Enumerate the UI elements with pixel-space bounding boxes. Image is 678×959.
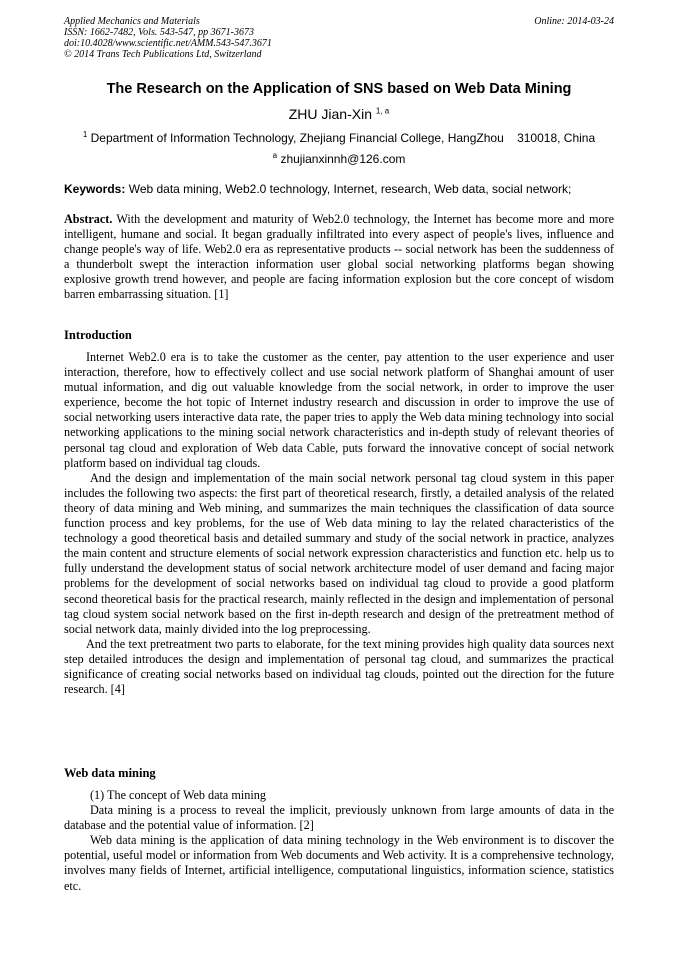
paragraph: Web data mining is the application of data mining technology in the Web environment is to discover the potential, useful model or information from Web documents and Web activity. It is a comprehensive technology, involves many fields of Internet, artificial intelligence, computational linguistics, information science, statistics etc. (64, 833, 614, 893)
affiliation-text: Department of Information Technology, Zhejiang Financial College, HangZhou 310018, China (90, 131, 596, 145)
keywords-text: Web data mining, Web2.0 technology, Internet, research, Web data, social network; (128, 182, 572, 196)
paragraph: And the design and implementation of the main social network personal tag cloud system in this paper includes the following two aspects: the first part of theoretical research, firstly, a detailed analysis of the related theory of data mining and Web mining, and summarizes the main techniques the classification of data source function process and key problems, for the use of Web data mining to lay the related characteristics of the technology a good theoretical basis and detailed summary and study of the social network in practice, analyzes the main content and structure elements of social network expression characteristics and function etc. help us to fully understand the development status of social network architecture model of user demand and facing major problems for the development of social networks based on individual tag cloud to provide a good platform second theoretical basis for the practical research, mainly reflected in the design and implementation of personal tag cloud system social network based on the first in-depth research and design of the pretreatment method of social network data, mainly divided into the log preprocessing. (64, 470, 614, 636)
web-data-mining-body (64, 788, 614, 894)
affiliation-superscript: 1 (82, 130, 88, 139)
section-heading-introduction: Introduction (64, 328, 132, 342)
affiliation (40, 130, 638, 146)
section-heading-web-data-mining: Web data mining (64, 766, 156, 780)
paragraph: And the text pretreatment two parts to elaborate, for the text mining provides high quality data sources next step detailed introduces the design and implementation of personal tag cloud, and summarizes the practical significance of creating social networks based on individual tag clouds, pointed out the direction for the future research. [4] (64, 636, 614, 697)
journal-name: Applied Mechanics and Materials (64, 16, 200, 27)
author-name: ZHU Jian-Xin (288, 106, 372, 122)
keywords-label: Keywords: (64, 182, 126, 196)
paper-title: The Research on the Application of SNS based on Web Data Mining (106, 81, 572, 97)
journal-header (64, 16, 272, 60)
keywords (64, 182, 614, 197)
author-superscript: 1, a (375, 106, 390, 116)
abstract-text: With the development and maturity of Web2.0 technology, the Internet has become more and more intelligent, humane and social. It began gradually infiltrated into every aspect of people's lives, influence and change people's way of life. Web2.0 era as representative products -- social network has been the suddenness of a thunderbolt swept the interaction information user global social networking platforms began showing explosive growth trend however, and people are facing information explosion but the core concept of wisdom barren embarrassing situation. [1] (64, 212, 614, 302)
doi-line: doi:10.4028/www.scientific.net/AMM.543-547.3671 (64, 38, 272, 49)
abstract (64, 212, 614, 303)
introduction-body (64, 350, 614, 697)
email-superscript: a (272, 151, 278, 160)
author-email (40, 151, 638, 167)
issn-line: ISSN: 1662-7482, Vols. 543-547, pp 3671-3673 (64, 27, 254, 38)
subsection-title: (1) The concept of Web data mining (90, 788, 266, 802)
online-date: Online: 2014-03-24 (534, 16, 614, 27)
paragraph: Data mining is a process to reveal the implicit, previously unknown from large amounts of data in the database and the potential value of information. [2] (64, 803, 614, 833)
abstract-label: Abstract. (64, 212, 113, 226)
author-line (40, 104, 638, 124)
paragraph: Internet Web2.0 era is to take the customer as the center, pay attention to the user experience and user interaction, therefore, how to effectively collect and use social network platform of Shanghai amount of user mutual information, and dig out valuable knowledge from the social network, in order to improve the user experience, become the hot topic of Internet industry research and discussion in order to improve the use of social networking users interactive data rate, the paper tries to apply the Web data mining technology into social networking applications to the mining social network characteristics and in-depth study of relevant theories of personal tag cloud and exploration of Web data Cable, puts forward the innovative concept of social network platform based on individual tag clouds. (64, 350, 614, 470)
copyright-line: © 2014 Trans Tech Publications Ltd, Switzerland (64, 49, 262, 60)
email-text: zhujianxinnh@126.com (280, 152, 406, 166)
